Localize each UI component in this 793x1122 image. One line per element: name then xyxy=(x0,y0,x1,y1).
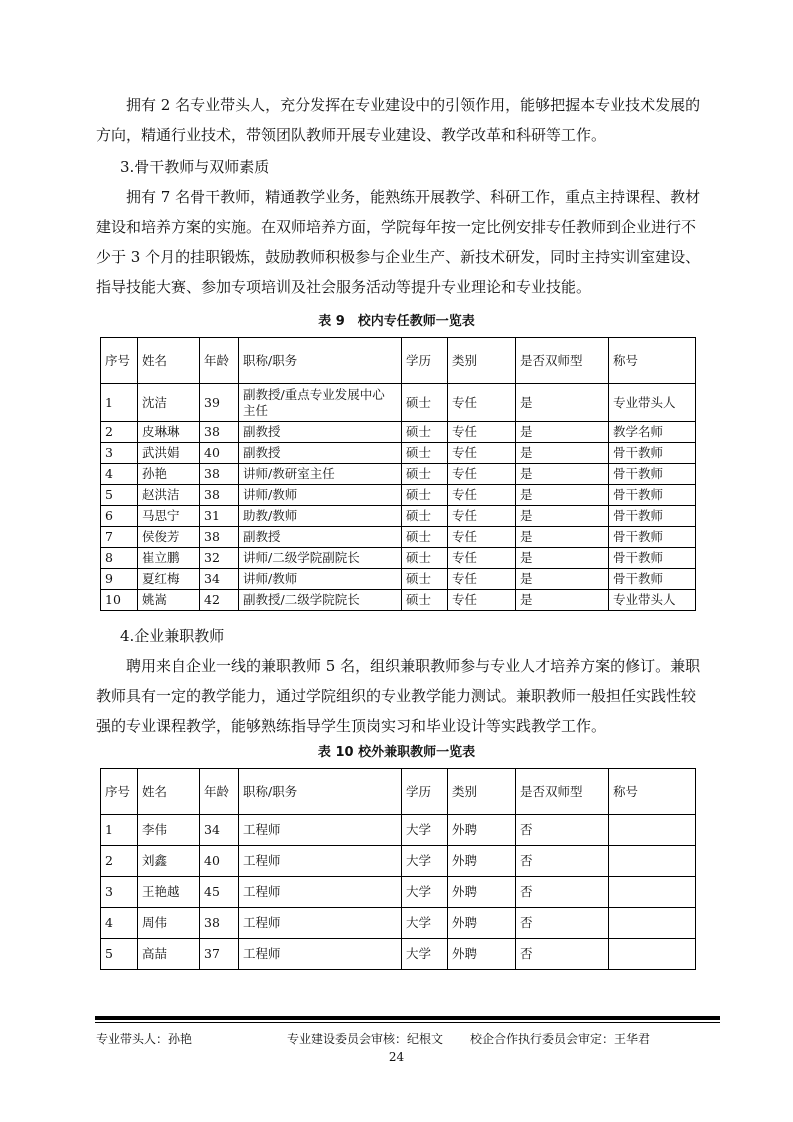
table-cell xyxy=(609,815,696,846)
table-header-cell: 年龄 xyxy=(200,338,239,384)
table-cell: 专任 xyxy=(448,590,516,611)
table-row xyxy=(101,939,696,970)
table-cell: 38 xyxy=(200,527,239,548)
table-cell: 否 xyxy=(516,877,609,908)
section-3-heading: 3.骨干教师与双师素质 xyxy=(120,158,270,176)
table-cell: 38 xyxy=(200,485,239,506)
table-cell: 硕士 xyxy=(402,384,448,422)
table-cell: 3 xyxy=(101,443,138,464)
table-row xyxy=(101,443,696,464)
page-number: 24 xyxy=(388,1050,405,1064)
table-header-cell: 是否双师型 xyxy=(516,769,609,815)
table-header-cell: 年龄 xyxy=(200,769,239,815)
table-cell: 40 xyxy=(200,443,239,464)
table-header-cell: 职称/职务 xyxy=(239,338,402,384)
table-row xyxy=(101,422,696,443)
table-cell: 教学名师 xyxy=(609,422,696,443)
table-cell: 否 xyxy=(516,939,609,970)
table-cell: 专业带头人 xyxy=(609,384,696,422)
table-cell: 37 xyxy=(200,939,239,970)
table-cell: 李伟 xyxy=(138,815,200,846)
table-row xyxy=(101,485,696,506)
table-9 xyxy=(100,337,696,611)
table-cell: 是 xyxy=(516,569,609,590)
table-cell: 武洪娟 xyxy=(138,443,200,464)
table-cell: 是 xyxy=(516,506,609,527)
table-cell: 硕士 xyxy=(402,443,448,464)
table-cell: 沈洁 xyxy=(138,384,200,422)
table-cell: 是 xyxy=(516,464,609,485)
table-header-cell: 序号 xyxy=(101,338,138,384)
section-4-heading: 4.企业兼职教师 xyxy=(120,627,225,645)
table-cell: 专任 xyxy=(448,569,516,590)
table-row xyxy=(101,548,696,569)
table-cell: 外聘 xyxy=(448,877,516,908)
table-cell: 姚嵩 xyxy=(138,590,200,611)
table-cell: 讲师/教师 xyxy=(239,569,402,590)
table-cell: 38 xyxy=(200,422,239,443)
table-cell: 骨干教师 xyxy=(609,506,696,527)
table-cell: 是 xyxy=(516,527,609,548)
table-cell: 专任 xyxy=(448,464,516,485)
table-cell: 副教授/重点专业发展中心主任 xyxy=(239,384,402,422)
table-cell: 副教授 xyxy=(239,527,402,548)
table-cell: 赵洪洁 xyxy=(138,485,200,506)
table-cell xyxy=(609,846,696,877)
table-header-cell: 是否双师型 xyxy=(516,338,609,384)
table-cell: 是 xyxy=(516,443,609,464)
table-cell: 专业带头人 xyxy=(609,590,696,611)
table-cell: 32 xyxy=(200,548,239,569)
table-cell: 王艳越 xyxy=(138,877,200,908)
table-cell: 4 xyxy=(101,908,138,939)
table-cell: 工程师 xyxy=(239,939,402,970)
table-cell: 骨干教师 xyxy=(609,464,696,485)
table-cell: 5 xyxy=(101,939,138,970)
table-cell: 讲师/二级学院副院长 xyxy=(239,548,402,569)
table-header-cell: 序号 xyxy=(101,769,138,815)
table-cell: 是 xyxy=(516,485,609,506)
table-cell: 4 xyxy=(101,464,138,485)
table-cell: 否 xyxy=(516,815,609,846)
table-cell: 38 xyxy=(200,908,239,939)
table-cell: 孙艳 xyxy=(138,464,200,485)
footer-rule-thick xyxy=(95,1016,720,1020)
table-cell: 骨干教师 xyxy=(609,485,696,506)
table-header-cell: 职称/职务 xyxy=(239,769,402,815)
table-10-caption: 表 10 校外兼职教师一览表 xyxy=(317,745,476,760)
table-cell: 侯俊芳 xyxy=(138,527,200,548)
table-header-cell: 学历 xyxy=(402,769,448,815)
footer-coop-approval: 校企合作执行委员会审定：王华君 xyxy=(470,1032,651,1046)
table-row xyxy=(101,908,696,939)
table-cell: 讲师/教师 xyxy=(239,485,402,506)
table-cell: 专任 xyxy=(448,422,516,443)
table-row xyxy=(101,877,696,908)
table-cell: 10 xyxy=(101,590,138,611)
table-cell: 周伟 xyxy=(138,908,200,939)
table-row xyxy=(101,384,696,422)
table-cell: 是 xyxy=(516,422,609,443)
table-cell: 42 xyxy=(200,590,239,611)
table-cell: 9 xyxy=(101,569,138,590)
table-cell xyxy=(609,908,696,939)
table-cell: 外聘 xyxy=(448,815,516,846)
table-cell: 外聘 xyxy=(448,939,516,970)
table-cell: 外聘 xyxy=(448,846,516,877)
table-header-cell: 称号 xyxy=(609,769,696,815)
table-cell: 工程师 xyxy=(239,815,402,846)
table-header-row xyxy=(101,338,696,384)
table-cell: 工程师 xyxy=(239,908,402,939)
table-cell: 大学 xyxy=(402,877,448,908)
table-cell: 骨干教师 xyxy=(609,548,696,569)
table-row xyxy=(101,846,696,877)
table-cell: 专任 xyxy=(448,548,516,569)
table-cell: 崔立鹏 xyxy=(138,548,200,569)
table-cell: 34 xyxy=(200,569,239,590)
table-row xyxy=(101,527,696,548)
table-cell: 骨干教师 xyxy=(609,527,696,548)
table-cell: 副教授 xyxy=(239,422,402,443)
table-header-row xyxy=(101,769,696,815)
table-header-cell: 学历 xyxy=(402,338,448,384)
table-cell: 专任 xyxy=(448,527,516,548)
table-cell: 专任 xyxy=(448,485,516,506)
table-cell: 夏红梅 xyxy=(138,569,200,590)
table-cell: 高喆 xyxy=(138,939,200,970)
table-cell: 40 xyxy=(200,846,239,877)
table-cell: 是 xyxy=(516,384,609,422)
table-cell: 硕士 xyxy=(402,590,448,611)
table-header-cell: 类别 xyxy=(448,338,516,384)
table-cell: 硕士 xyxy=(402,485,448,506)
table-cell: 31 xyxy=(200,506,239,527)
table-header-cell: 类别 xyxy=(448,769,516,815)
table-cell: 3 xyxy=(101,877,138,908)
table-cell: 硕士 xyxy=(402,464,448,485)
table-row xyxy=(101,569,696,590)
table-cell: 助教/教师 xyxy=(239,506,402,527)
table-cell: 硕士 xyxy=(402,569,448,590)
table-header-cell: 姓名 xyxy=(138,338,200,384)
table-cell: 刘鑫 xyxy=(138,846,200,877)
table-row xyxy=(101,506,696,527)
table-cell: 2 xyxy=(101,846,138,877)
table-cell: 工程师 xyxy=(239,877,402,908)
table-cell: 1 xyxy=(101,384,138,422)
table-10 xyxy=(100,768,696,970)
table-cell: 硕士 xyxy=(402,422,448,443)
table-row xyxy=(101,464,696,485)
footer-leader: 专业带头人：孙艳 xyxy=(96,1032,193,1046)
table-cell: 硕士 xyxy=(402,548,448,569)
table-cell: 1 xyxy=(101,815,138,846)
intro-paragraph: 拥有 2 名专业带头人，充分发挥在专业建设中的引领作用，能够把握本专业技术发展的方向，精通行业技术，带领团队教师开展专业建设、教学改革和科研等工作。 xyxy=(96,96,701,144)
table-row xyxy=(101,590,696,611)
table-cell: 38 xyxy=(200,464,239,485)
table-header-cell: 称号 xyxy=(609,338,696,384)
table-cell: 7 xyxy=(101,527,138,548)
table-cell xyxy=(609,939,696,970)
table-cell: 马思宁 xyxy=(138,506,200,527)
table-cell: 硕士 xyxy=(402,527,448,548)
table-cell: 是 xyxy=(516,548,609,569)
table-cell: 专任 xyxy=(448,384,516,422)
footer-committee-review: 专业建设委员会审核：纪根文 xyxy=(287,1032,444,1046)
table-cell: 45 xyxy=(200,877,239,908)
table-cell xyxy=(609,877,696,908)
table-cell: 是 xyxy=(516,590,609,611)
table-header-cell: 姓名 xyxy=(138,769,200,815)
table-cell: 大学 xyxy=(402,908,448,939)
table-cell: 副教授 xyxy=(239,443,402,464)
table-cell: 6 xyxy=(101,506,138,527)
table-cell: 皮琳琳 xyxy=(138,422,200,443)
table-cell: 大学 xyxy=(402,815,448,846)
table-cell: 骨干教师 xyxy=(609,443,696,464)
footer-rule-thin xyxy=(95,1022,720,1023)
section-4-paragraph: 聘用来自企业一线的兼职教师 5 名，组织兼职教师参与专业人才培养方案的修订。兼职教师具有一定的教学能力，通过学院组织的专业教学能力测试。兼职教师一般担任实践性较强的专业课程教学，能够熟练指导学生顶岗实习和毕业设计等实践教学工作。 xyxy=(96,657,701,735)
table-9-caption: 表 9 校内专任教师一览表 xyxy=(318,314,475,329)
table-cell: 否 xyxy=(516,908,609,939)
table-cell: 讲师/教研室主任 xyxy=(239,464,402,485)
table-cell: 34 xyxy=(200,815,239,846)
table-cell: 大学 xyxy=(402,846,448,877)
table-cell: 副教授/二级学院院长 xyxy=(239,590,402,611)
table-cell: 8 xyxy=(101,548,138,569)
table-cell: 否 xyxy=(516,846,609,877)
table-cell: 外聘 xyxy=(448,908,516,939)
table-cell: 硕士 xyxy=(402,506,448,527)
table-cell: 专任 xyxy=(448,443,516,464)
table-cell: 5 xyxy=(101,485,138,506)
table-row xyxy=(101,815,696,846)
table-cell: 工程师 xyxy=(239,846,402,877)
table-cell: 大学 xyxy=(402,939,448,970)
table-cell: 2 xyxy=(101,422,138,443)
table-cell: 专任 xyxy=(448,506,516,527)
table-cell: 39 xyxy=(200,384,239,422)
section-3-paragraph: 拥有 7 名骨干教师，精通教学业务，能熟练开展教学、科研工作，重点主持课程、教材建设和培养方案的实施。在双师培养方面，学院每年按一定比例安排专任教师到企业进行不少于 3 个月的挂职锻炼，鼓励教师积极参与企业生产、新技术研发，同时主持实训室建设、指导技能大赛、参加专项培训及社会服务活动等提升专业理论和专业技能。 xyxy=(96,188,701,296)
table-cell: 骨干教师 xyxy=(609,569,696,590)
